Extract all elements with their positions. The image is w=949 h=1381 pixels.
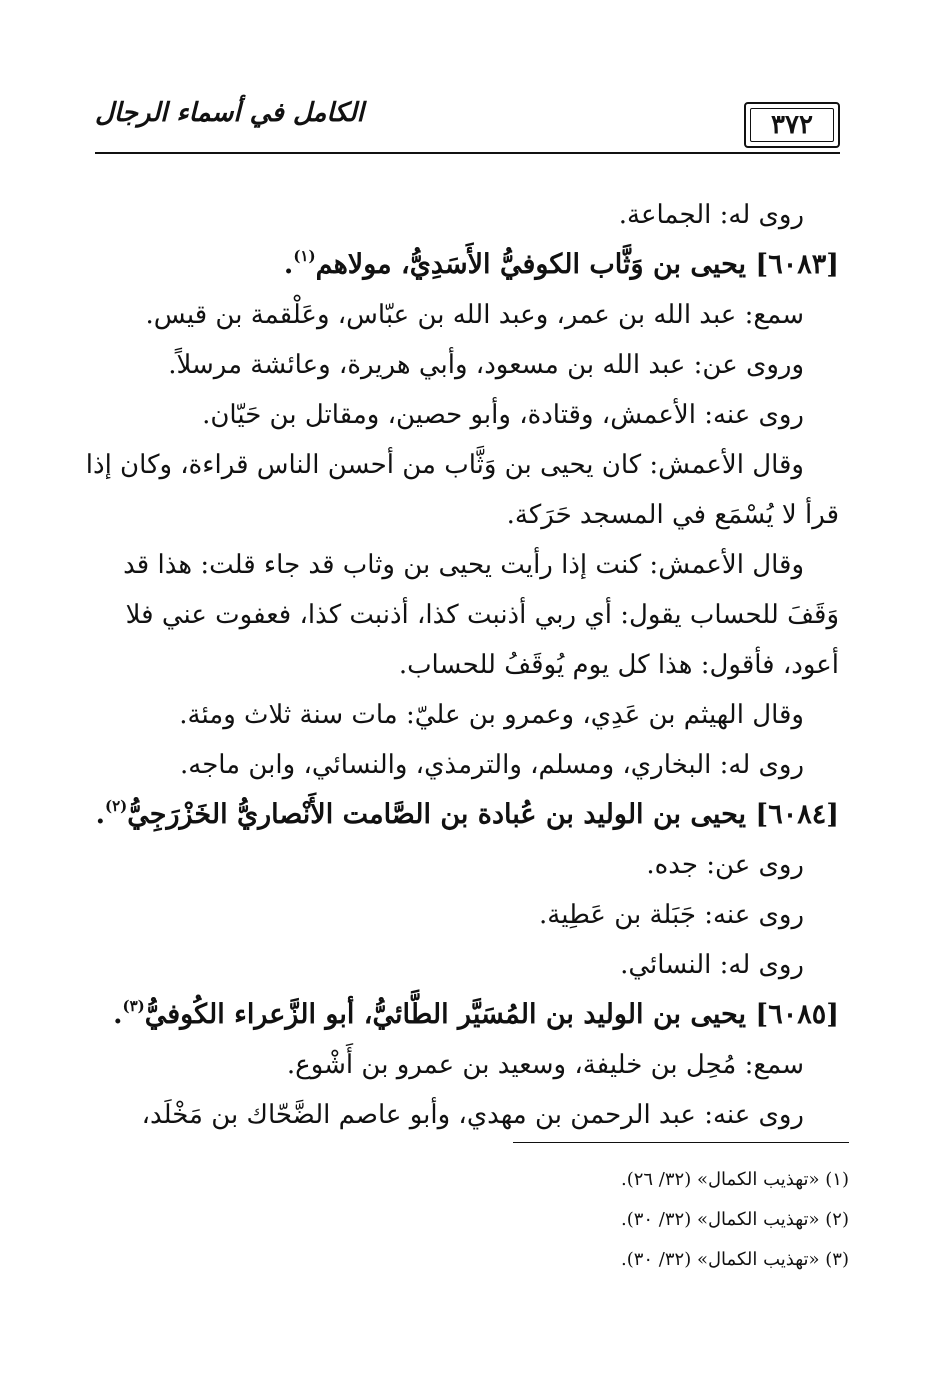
footnotes — [349, 1160, 849, 1280]
text-line: وقال الهيثم بن عَدِي، وعمرو بن عليّ: مات سنة ثلاث ومئة. — [179, 700, 804, 730]
footnote-ref: (٣) — [122, 997, 145, 1015]
text-line: روى له: النسائي. — [620, 950, 804, 980]
text-line: سمع: عبد الله بن عمر، وعبد الله بن عبّاس، وعَلْقمة بن قيس. — [145, 300, 804, 330]
text-line: روى عنه: الأعمش، وقتادة، وأبو حصين، ومقاتل بن حَيّان. — [202, 400, 804, 430]
footnote-ref: (٢) — [105, 797, 128, 815]
page-header — [95, 96, 840, 154]
footnote-divider — [513, 1142, 849, 1143]
book-title: الكامل في أسماء الرجال — [95, 98, 364, 128]
text-line: وروى عن: عبد الله بن مسعود، وأبي هريرة، وعائشة مرسلاً. — [168, 350, 804, 380]
text-line: روى عن: جده. — [646, 850, 804, 880]
text-line: روى عنه: عبد الرحمن بن مهدي، وأبو عاصم الضَّحّاك بن مَخْلَد، — [141, 1100, 804, 1130]
footnote-2: (٢) «تهذيب الكمال» (٣٢/ ٣٠). — [620, 1209, 849, 1230]
text-line: وَقَفَ للحساب يقول: أي ربي أذنبت كذا، أذنبت كذا، فعفوت عني فلا — [125, 600, 839, 630]
entry-number: [٦٠٨٣] — [755, 249, 839, 280]
entry-name: يحيى بن الوليد بن المُسَيَّر الطَّائيُّ، أبو الزَّعراء الكُوفيُّ — [144, 999, 747, 1030]
footnote-ref: (١) — [293, 247, 316, 265]
text-line: روى له: الجماعة. — [618, 200, 804, 230]
text-line: وقال الأعمش: كنت إذا رأيت يحيى بن وثاب قد جاء قلت: هذا قد — [123, 550, 804, 580]
page-number-text: ٣٧٢ — [771, 110, 813, 140]
text-line: سمع: مُحِل بن خليفة، وسعيد بن عمرو بن أَشْوع. — [286, 1050, 804, 1080]
entry-heading-6085: [٦٠٨٥] يحيى بن الوليد بن المُسَيَّر الطَّائيُّ، أبو الزَّعراء الكُوفيُّ$^{(٣)}$. — [113, 997, 839, 1030]
text-line: أعود، فأقول: هذا كل يوم يُوقَفُ للحساب. — [398, 650, 839, 680]
entry-heading-6084: [٦٠٨٤] يحيى بن الوليد بن عُبادة بن الصَّامت الأَنْصاريُّ الخَزْرَجِيُّ$^{(٢)}$. — [95, 797, 839, 830]
main-text — [85, 190, 839, 1140]
footnote-1: (١) «تهذيب الكمال» (٣٢/ ٢٦). — [620, 1169, 849, 1190]
header-divider — [95, 152, 840, 154]
text-line: قرأ لا يُسْمَع في المسجد حَرَكة. — [506, 500, 839, 530]
entry-number: [٦٠٨٥] — [755, 999, 839, 1030]
entry-heading-6083: [٦٠٨٣] يحيى بن وَثَّاب الكوفيُّ الأَسَدِيُّ، مولاهم$^{(١)}$. — [283, 247, 839, 280]
text-line: روى له: البخاري، ومسلم، والترمذي، والنسائي، وابن ماجه. — [179, 750, 804, 780]
footnote-3: (٣) «تهذيب الكمال» (٣٢/ ٣٠). — [620, 1249, 849, 1270]
text-line: روى عنه: جَبَلة بن عَطِية. — [539, 900, 804, 930]
page-number — [744, 102, 840, 148]
entry-name: يحيى بن وَثَّاب الكوفيُّ الأَسَدِيُّ، مولاهم — [315, 249, 747, 280]
text-line: وقال الأعمش: كان يحيى بن وَثَّاب من أحسن الناس قراءة، وكان إذا — [85, 450, 804, 480]
entry-name: يحيى بن الوليد بن عُبادة بن الصَّامت الأَنْصاريُّ الخَزْرَجِيُّ — [127, 799, 747, 830]
entry-number: [٦٠٨٤] — [755, 799, 839, 830]
